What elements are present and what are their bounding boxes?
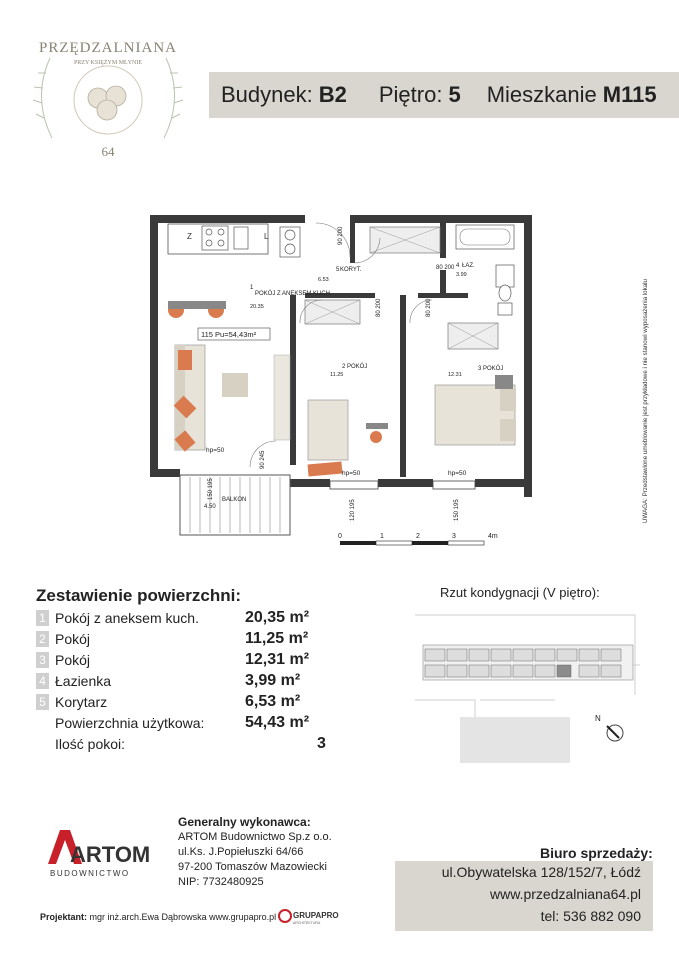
pokoj3-area: 12.31 [448, 372, 462, 378]
artom-logo [40, 822, 150, 882]
area-row-num: 5 [36, 694, 49, 710]
area-total-value: 54,43 m² [245, 714, 310, 731]
designer-label: Projektant: [40, 912, 88, 922]
mieszkanie-value: M115 [602, 82, 657, 107]
area-row-value: 11,25 m² [245, 630, 309, 647]
balkon-label: BALKON [222, 497, 247, 503]
header-bar [209, 72, 679, 118]
area-row-num: 4 [36, 673, 49, 689]
svg-text:L: L [264, 232, 269, 241]
door-dim-3: 80 200 [376, 298, 382, 317]
area-row-num: 1 [36, 610, 49, 626]
area-row [36, 629, 345, 649]
rooms-count-row [36, 734, 347, 754]
area-row-value: 20,35 m² [245, 609, 310, 626]
grupapro-logo [278, 908, 340, 926]
logo-ribbon-text: PRZY KSIĘŻYM MŁYNIE [73, 60, 143, 66]
artom-logo-sub: BUDOWNICTWO [50, 869, 130, 878]
scale-0: 0 [338, 533, 342, 540]
site-floor-plan [405, 605, 645, 765]
pietro-value: 5 [448, 82, 461, 107]
korytarz-area: 6.53 [318, 277, 329, 283]
korytarz-num: 5 [336, 267, 340, 273]
pokoj2-num: 2 [342, 364, 346, 370]
door-dim-4: 80 200 [426, 298, 432, 317]
area-total-label: Powierzchnia użytkowa: [55, 715, 205, 731]
area-row-value: 3,99 m² [245, 672, 301, 689]
area-row-num: 3 [36, 652, 49, 668]
door-dim-5: 90 245 [260, 450, 266, 469]
contractor-line1: ARTOM Budownictwo Sp.z o.o. [178, 831, 332, 843]
area-row-label: Pokój [55, 652, 91, 668]
logo-brand-text: PRZĘDZALNIANA [39, 40, 177, 56]
pokoj2-area: 11.25 [330, 372, 344, 378]
area-row-label: Korytarz [55, 694, 108, 710]
lazienka-area: 3.99 [456, 272, 467, 278]
brand-logo [22, 18, 194, 164]
scale-2: 2 [416, 533, 420, 540]
area-row [36, 692, 345, 712]
area-total-row [36, 713, 345, 733]
artom-logo-main: ARTOM [70, 842, 150, 867]
grupapro-logo-text: GRUPAPRO [293, 911, 339, 920]
contractor-line3: 97-200 Tomaszów Mazowiecki [178, 861, 327, 873]
win-dim-2: 120 195 [350, 499, 356, 521]
grupapro-logo-sub: ARCHITEKTURA [293, 921, 321, 925]
win-dim-1: 150 195 [208, 478, 214, 500]
contractor-line4: NIP: 7732480925 [178, 876, 264, 888]
kitchen-area: 20.35 [250, 304, 264, 310]
pokoj3-label: POKÓJ [483, 366, 504, 372]
pietro-label: Piętro: [378, 82, 443, 107]
kitchen-label: POKÓJ Z ANEKSEM KUCH. [255, 291, 332, 297]
scale-4: 4m [488, 533, 498, 540]
budynek-label: Budynek: [221, 82, 313, 107]
contractor-line2: ul.Ks. J.Popiełuszki 64/66 [178, 846, 304, 858]
kitchen-num: 1 [250, 285, 254, 291]
contractor-block [178, 815, 332, 890]
sales-box [395, 861, 653, 931]
lazienka-num: 4 [456, 263, 460, 269]
balkon-area: 4.50 [204, 504, 216, 510]
sales-title: Biuro sprzedaży: [540, 845, 653, 861]
hp-label-3: hp=50 [448, 470, 467, 477]
door-dim-2: 80 200 [436, 265, 455, 271]
mieszkanie-label: Mieszkanie [486, 82, 597, 107]
area-row-value: 6,53 m² [245, 693, 301, 710]
scale-bar [340, 541, 484, 545]
rooms-count-value: 3 [317, 735, 326, 752]
sales-www[interactable]: www.przedzalniana64.pl [490, 886, 641, 902]
hp-label-2: hp=50 [342, 470, 361, 477]
lazienka-label: ŁAZ. [462, 263, 475, 269]
rzut-title: Rzut kondygnacji (V piętro): [440, 585, 600, 600]
north-label: N [595, 714, 601, 723]
door-dim-1: 90 200 [338, 226, 344, 245]
area-row [36, 671, 345, 691]
hp-label-1: hp=50 [206, 447, 225, 454]
designer-text: mgr inż.arch.Ewa Dąbrowska www.grupapro.pl [89, 912, 277, 922]
pu-label: 115 Pu=54,43m² [201, 330, 257, 339]
pokoj2-label: POKÓJ [347, 364, 368, 370]
sales-address: ul.Obywatelska 128/152/7, Łódź [441, 864, 641, 880]
budynek-value: B2 [318, 82, 347, 107]
area-row [36, 650, 345, 670]
furniture-note [636, 225, 652, 525]
scale-3: 3 [452, 533, 456, 540]
contractor-title: Generalny wykonawca: [178, 815, 311, 829]
rooms-count-label: Ilość pokoi: [55, 736, 126, 752]
area-row-value: 12,31 m² [245, 651, 310, 668]
logo-number: 64 [101, 144, 115, 159]
uwaga-text: UWAGA: Przedstawione umeblowanie jest przykładowe i nie stanowi wyposażenia lokalu [642, 279, 649, 523]
scale-1: 1 [380, 533, 384, 540]
sales-tel[interactable]: tel: 536 882 090 [540, 908, 641, 924]
area-row-num: 2 [36, 631, 49, 647]
designer-line [40, 912, 276, 922]
korytarz-label: KORYT. [340, 267, 362, 273]
svg-text:Z: Z [187, 232, 192, 241]
area-row [36, 608, 345, 628]
floor-plan [140, 205, 540, 550]
areas-title: Zestawienie powierzchni: [36, 586, 241, 605]
pokoj3-num: 3 [478, 366, 482, 372]
area-row-label: Pokój z aneksem kuch. [55, 610, 199, 626]
win-dim-3: 150 195 [454, 499, 460, 521]
area-row-label: Pokój [55, 631, 91, 647]
area-row-label: Łazienka [55, 673, 112, 689]
